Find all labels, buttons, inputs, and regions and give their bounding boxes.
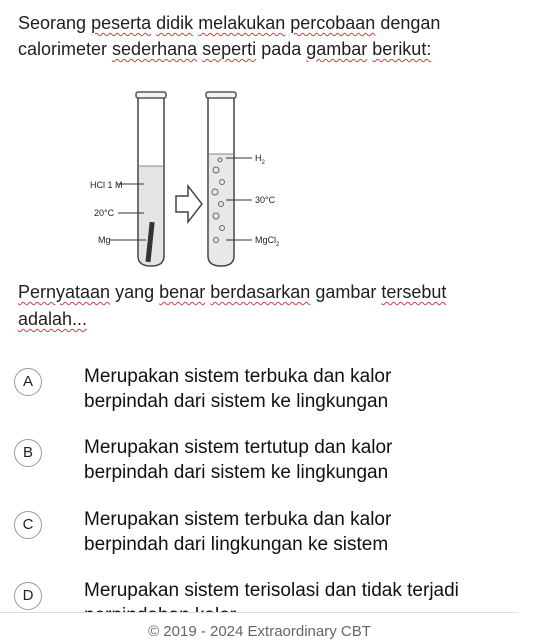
mgcl-label xyxy=(255,235,280,248)
hcl-label: HCl 1 M xyxy=(90,180,123,190)
option-text-line-1[interactable]: Merupakan sistem terbuka dan kalor xyxy=(84,509,392,530)
question-word: peserta xyxy=(91,13,152,33)
calorimeter-figure xyxy=(80,88,300,268)
question-word: tersebut xyxy=(381,282,447,302)
option-letter-badge[interactable]: B xyxy=(14,439,42,467)
temp-left-label: 20°C xyxy=(94,208,115,218)
question-line-1 xyxy=(18,10,440,36)
h2-label-sub: 2 xyxy=(261,160,265,166)
question-word: berdasarkan xyxy=(210,282,311,302)
question-word: pada xyxy=(261,39,302,59)
question-word: Pernyataan xyxy=(18,282,111,302)
question-word: berikut: xyxy=(372,39,432,59)
option-text-line-1[interactable]: Merupakan sistem terbuka dan kalor xyxy=(84,366,392,387)
question-word: didik xyxy=(156,13,194,33)
option-text-line-1[interactable]: Merupakan sistem tertutup dan kalor xyxy=(84,437,393,458)
question-line-2 xyxy=(18,36,431,62)
right-arrow-icon xyxy=(176,186,202,222)
question-word: calorimeter xyxy=(18,39,108,59)
question-line-4 xyxy=(18,306,87,332)
question-word: Seorang xyxy=(18,13,87,33)
option-d[interactable] xyxy=(0,578,519,612)
option-letter-badge[interactable]: C xyxy=(14,511,42,539)
option-text-line-2[interactable]: berpindah dari lingkungan ke sistem xyxy=(84,534,389,555)
option-text-line-2[interactable]: berpindah dari sistem ke lingkungan xyxy=(84,462,389,483)
question-word: gambar xyxy=(306,39,368,59)
question-word: yang xyxy=(115,282,155,302)
question-word: sederhana xyxy=(112,39,198,59)
test-tubes-diagram xyxy=(80,88,300,268)
option-text-line-2[interactable]: berpindah dari sistem ke lingkungan xyxy=(84,391,389,412)
question-word: benar xyxy=(159,282,206,302)
option-letter-badge[interactable]: D xyxy=(14,582,42,610)
copyright-text: © 2019 - 2024 Extraordinary CBT xyxy=(148,623,371,640)
option-letter-badge[interactable]: A xyxy=(14,368,42,396)
question-word: seperti xyxy=(202,39,257,59)
question-word: adalah... xyxy=(18,309,88,329)
question-word: gambar xyxy=(315,282,377,302)
right-test-tube xyxy=(206,92,252,266)
h2-label xyxy=(255,153,266,166)
option-b[interactable] xyxy=(0,435,519,505)
mgcl-label-sub: 2 xyxy=(276,242,280,248)
mgcl-label-main: MgCl xyxy=(255,235,277,245)
question-line-3 xyxy=(18,279,446,305)
option-c[interactable] xyxy=(0,507,519,577)
option-a[interactable] xyxy=(0,364,519,434)
temp-right-label: 30°C xyxy=(255,195,276,205)
mg-label: Mg xyxy=(98,235,111,245)
left-test-tube xyxy=(110,92,166,266)
question-word: percobaan xyxy=(290,13,376,33)
question-word: melakukan xyxy=(198,13,286,33)
footer xyxy=(0,612,519,641)
question-word: dengan xyxy=(380,13,441,33)
option-text-line-1[interactable]: Merupakan sistem terisolasi dan tidak terjadi xyxy=(84,580,459,601)
h2-label-main: H xyxy=(255,153,262,163)
